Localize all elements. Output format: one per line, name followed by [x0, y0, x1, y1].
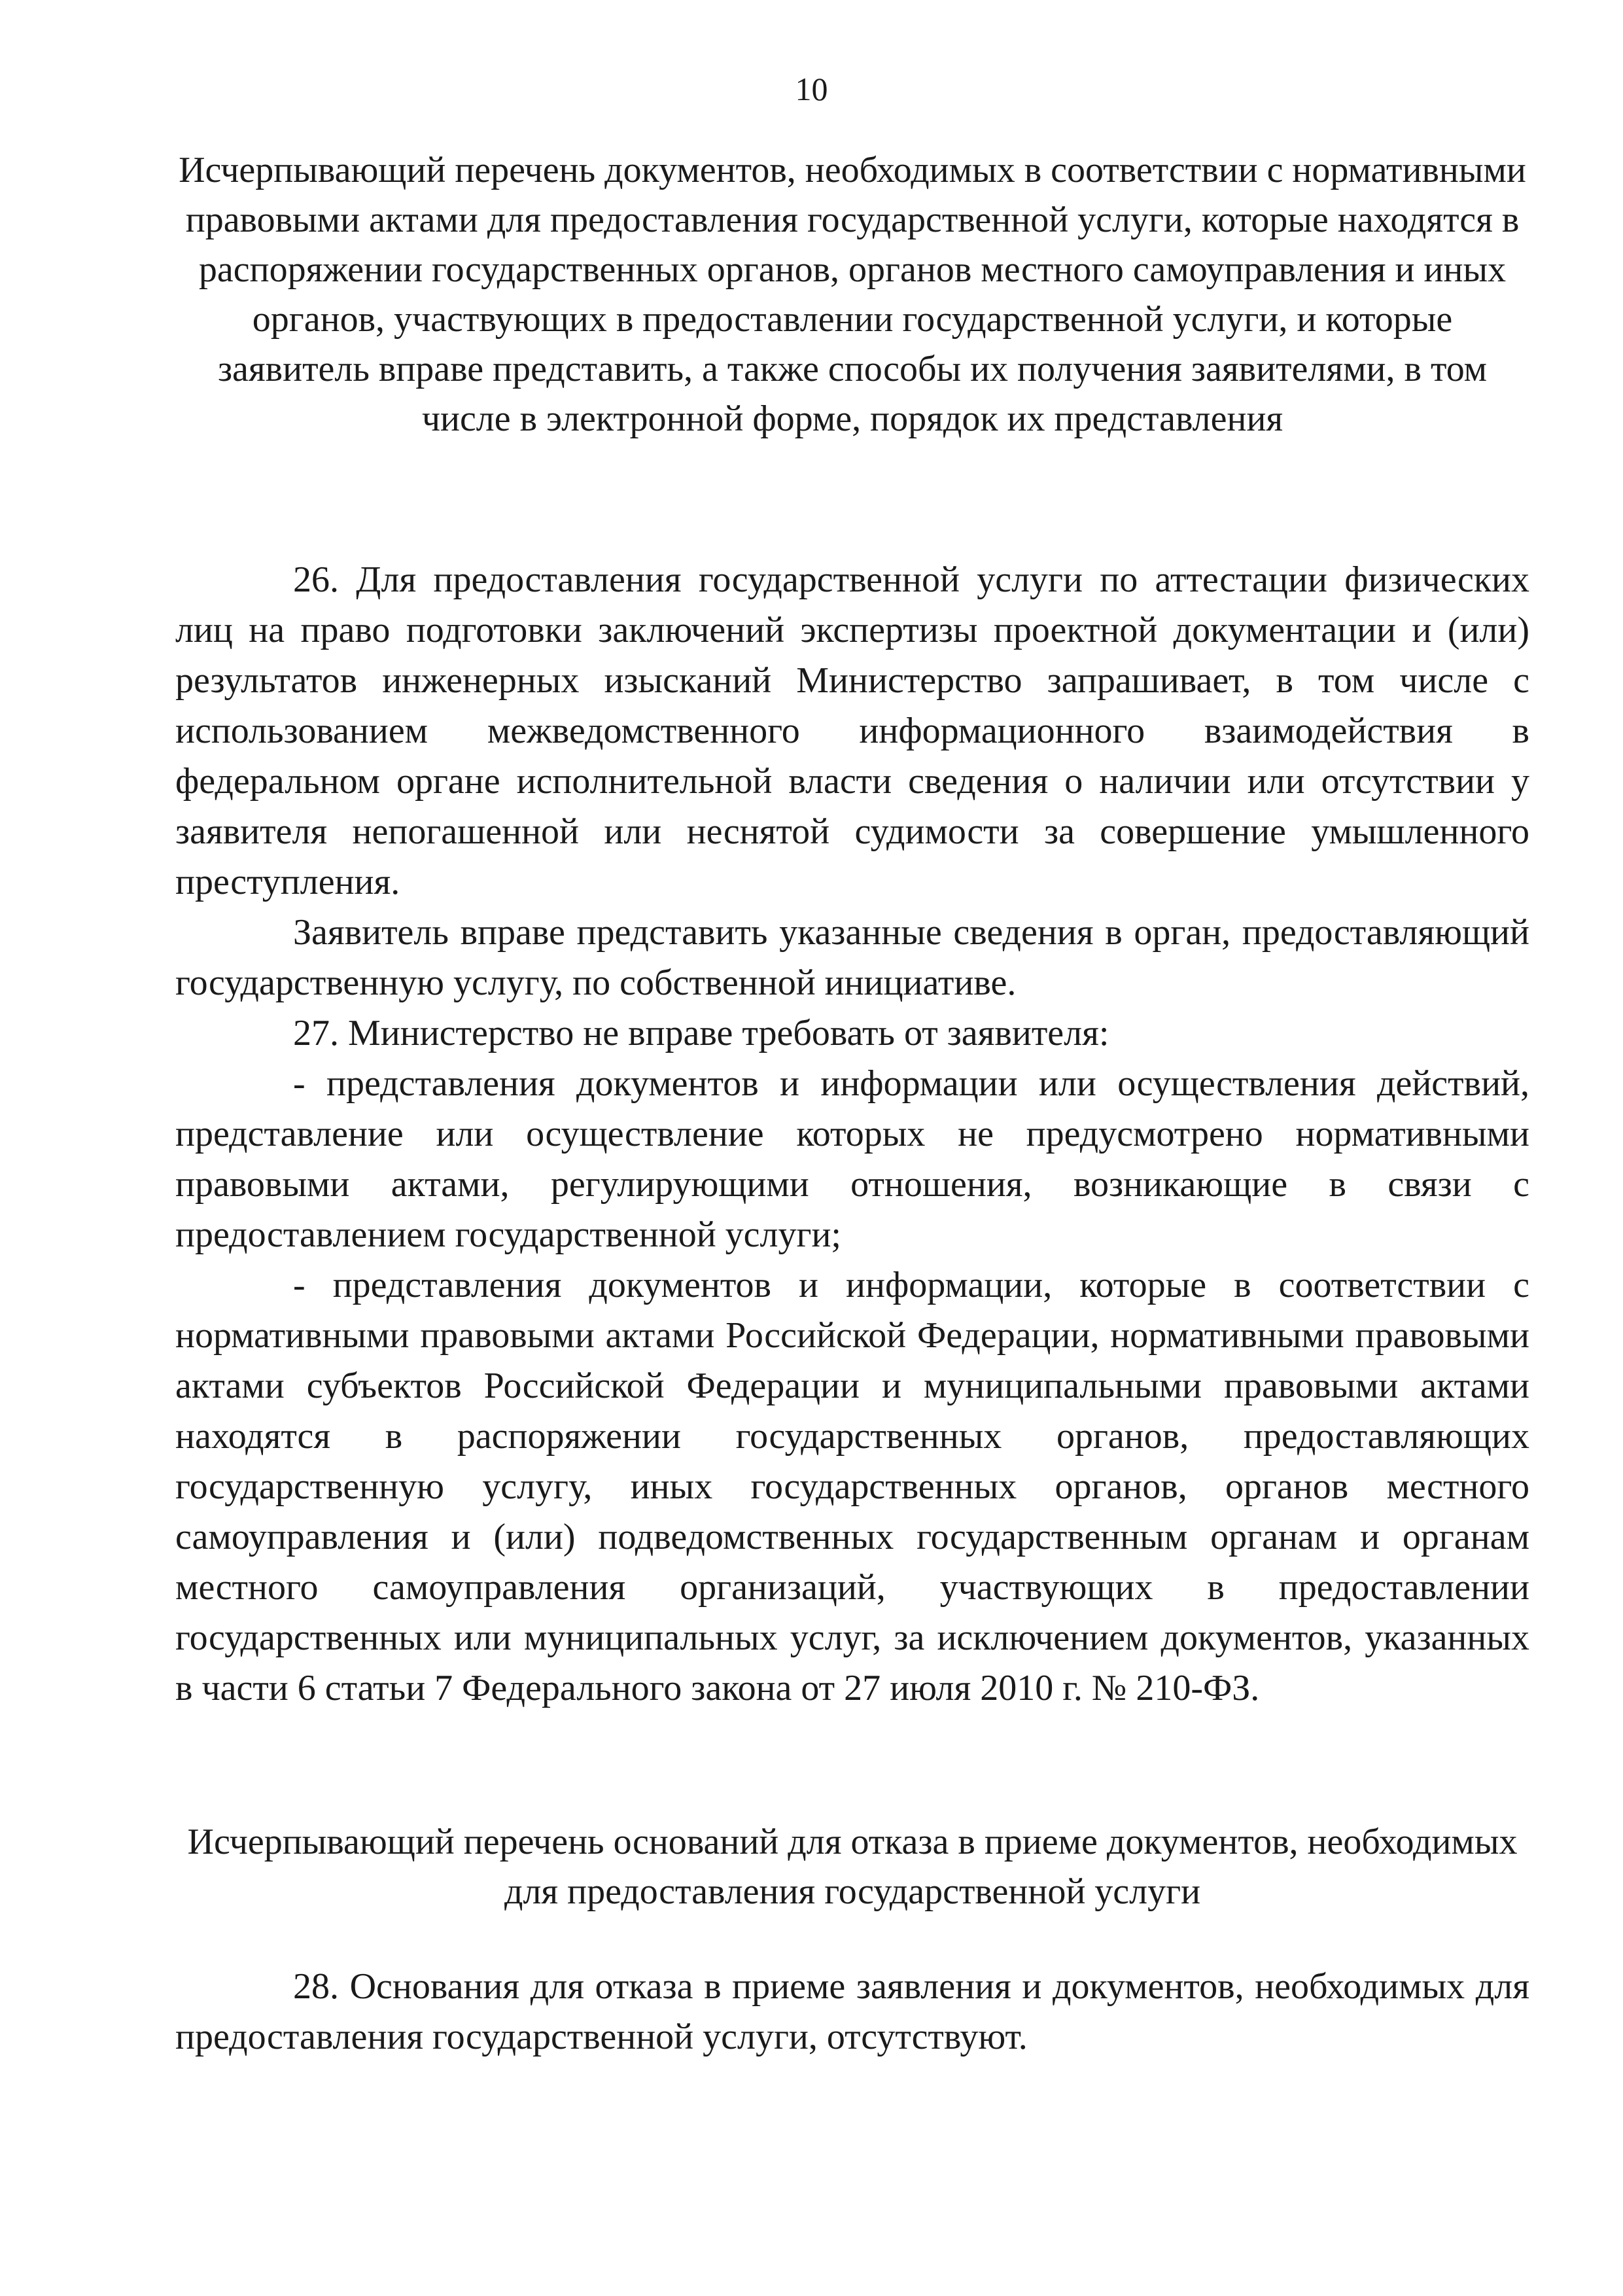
paragraph-28: 28. Основания для отказа в приеме заявления и документов, необходимых для предоставления государственной услуги, отсутствуют. [175, 1966, 1529, 2057]
paragraph-27-item-1: - представления документов и информации или осуществления действий, представление или осуществление которых не предусмотрено нормативными правовыми актами, регулирующими отношения, возникающие в связи с предоставлением государственной услуги; [175, 1063, 1529, 1255]
section-title-refusal-grounds: Исчерпывающий перечень оснований для отказа в приеме документов, необходимых для предоставления государственной услуги [187, 1822, 1518, 1912]
paragraph-27-item-2: - представления документов и информации, которые в соответствии с нормативными правовыми актами Российской Федерации, нормативными правовыми актами субъектов Российской Федерации и муниципальными правовыми актами находятся в распоряжении государственных органов, предоставляющих государственную услугу, иных государственных органов, органов местного самоуправления и (или) подведомственных государственным органам и органам местного самоуправления организаций, участвующих в предоставлении государственных или муниципальных услуг, за исключением документов, указанных в части 6 статьи 7 Федерального закона от 27 июля 2010 г. № 210-ФЗ. [175, 1265, 1529, 1708]
section-title-documents-list: Исчерпывающий перечень документов, необходимых в соответствии с нормативными правовыми актами для предоставления государственной услуги, которые находятся в распоряжении государственных органов, органов местного самоуправления и иных органов, участвующих в предоставлении государственной услуги, и которые заявитель вправе представить, а также способы их получения заявителями, в том числе в электронной форме, порядок их представления [179, 150, 1526, 439]
paragraph-26: 26. Для предоставления государственной услуги по аттестации физических лиц на право подготовки заключений экспертизы проектной документации и (или) результатов инженерных изысканий Министерство запрашивает, в том числе с использованием межведомственного информационного взаимодействия в федеральном органе исполнительной власти сведения о наличии или отсутствии у заявителя непогашенной или неснятой судимости за совершение умышленного преступления. [175, 559, 1529, 902]
paragraph-27: 27. Министерство не вправе требовать от заявителя: [293, 1013, 1109, 1053]
page-number: 10 [795, 71, 828, 107]
paragraph-applicant-right: Заявитель вправе представить указанные сведения в орган, предоставляющий государственную услугу, по собственной инициативе. [175, 912, 1529, 1003]
section-body-documents [175, 555, 1529, 1714]
section-body-refusal [175, 1962, 1529, 2062]
